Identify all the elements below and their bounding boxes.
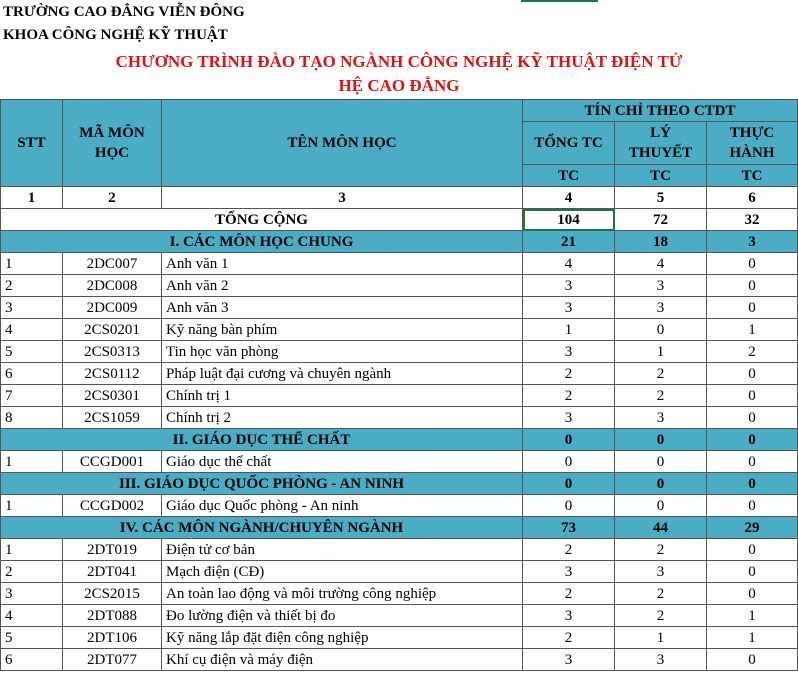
table-row [1, 605, 798, 627]
row-theory-credits[interactable]: 3 [615, 649, 707, 671]
row-course-name[interactable]: Anh văn 3 [162, 297, 523, 319]
row-course-name[interactable]: Anh văn 1 [162, 253, 523, 275]
header-stt[interactable]: STT [1, 100, 63, 187]
row-course-name[interactable]: An toàn lao động và môi trường công nghiệp [162, 583, 523, 605]
row-stt[interactable]: 5 [1, 341, 63, 363]
row-theory-credits[interactable]: 0 [615, 319, 707, 341]
row-course-code[interactable]: 2CS1059 [63, 407, 162, 429]
table-row [1, 275, 798, 297]
row-total-credits[interactable]: 1 [523, 319, 615, 341]
row-stt[interactable]: 4 [1, 319, 63, 341]
row-theory-credits[interactable]: 2 [615, 385, 707, 407]
section-theory-credits[interactable]: 18 [615, 231, 707, 253]
table-row [1, 649, 798, 671]
row-stt[interactable]: 2 [1, 561, 63, 583]
row-theory-credits[interactable]: 3 [615, 561, 707, 583]
section-practice-credits[interactable]: 3 [707, 231, 798, 253]
row-course-name[interactable]: Khí cụ điện và máy điện [162, 649, 523, 671]
section-theory-credits[interactable]: 44 [615, 517, 707, 539]
table-row [1, 495, 798, 517]
school-name: TRƯỜNG CAO ĐẲNG VIỄN ĐÔNG [3, 4, 245, 20]
row-practice-credits[interactable]: 0 [707, 407, 798, 429]
section-title[interactable]: IV. CÁC MÔN NGÀNH/CHUYÊN NGÀNH [1, 517, 523, 539]
row-stt[interactable]: 4 [1, 605, 63, 627]
row-course-name[interactable]: Giáo dục Quốc phòng - An ninh [162, 495, 523, 517]
row-practice-credits[interactable]: 0 [707, 583, 798, 605]
row-course-code[interactable]: 2CS0313 [63, 341, 162, 363]
row-stt[interactable]: 1 [1, 253, 63, 275]
row-course-name[interactable]: Pháp luật đại cương và chuyên ngành [162, 363, 523, 385]
unit-theory[interactable]: TC [615, 165, 707, 187]
row-course-code[interactable]: CCGD001 [63, 451, 162, 473]
colnum-cell[interactable]: 6 [707, 187, 798, 209]
row-total-credits[interactable]: 3 [523, 297, 615, 319]
row-stt[interactable]: 1 [1, 495, 63, 517]
row-theory-credits[interactable]: 1 [615, 627, 707, 649]
row-course-code[interactable]: 2CS0201 [63, 319, 162, 341]
row-theory-credits[interactable]: 3 [615, 297, 707, 319]
row-stt[interactable]: 1 [1, 539, 63, 561]
table-row [1, 253, 798, 275]
row-total-credits[interactable]: 2 [523, 385, 615, 407]
header-total-credits[interactable]: TỔNG TC [523, 122, 615, 165]
row-stt[interactable]: 6 [1, 649, 63, 671]
section-practice-credits[interactable]: 0 [707, 429, 798, 451]
row-total-credits[interactable]: 2 [523, 539, 615, 561]
active-cell-indicator [521, 0, 598, 2]
row-course-name[interactable]: Kỹ năng bàn phím [162, 319, 523, 341]
column-number-row [1, 187, 798, 209]
row-stt[interactable]: 8 [1, 407, 63, 429]
unit-total[interactable]: TC [523, 165, 615, 187]
section-header-row [1, 517, 798, 539]
table-row [1, 561, 798, 583]
table-row [1, 583, 798, 605]
row-practice-credits[interactable]: 0 [707, 649, 798, 671]
row-practice-credits[interactable]: 0 [707, 385, 798, 407]
section-theory-credits[interactable]: 0 [615, 473, 707, 495]
row-theory-credits[interactable]: 1 [615, 341, 707, 363]
row-practice-credits[interactable]: 0 [707, 561, 798, 583]
row-theory-credits[interactable]: 3 [615, 407, 707, 429]
table-row [1, 385, 798, 407]
table-row [1, 627, 798, 649]
row-total-credits[interactable]: 3 [523, 275, 615, 297]
grand-total-label[interactable]: TỔNG CỘNG [1, 209, 523, 231]
row-course-code[interactable]: 2DT019 [63, 539, 162, 561]
row-practice-credits[interactable]: 0 [707, 495, 798, 517]
section-header-row [1, 231, 798, 253]
section-theory-credits[interactable]: 0 [615, 429, 707, 451]
faculty-name: KHOA CÔNG NGHỆ KỸ THUẬT [3, 27, 228, 43]
row-practice-credits[interactable]: 0 [707, 363, 798, 385]
row-course-name[interactable]: Kỹ năng lắp đặt điện công nghiệp [162, 627, 523, 649]
row-theory-credits[interactable]: 0 [615, 495, 707, 517]
program-level: HỆ CAO ĐẲNG [338, 76, 460, 95]
row-stt[interactable]: 1 [1, 451, 63, 473]
row-course-code[interactable]: 2DC009 [63, 297, 162, 319]
grand-total-practice[interactable]: 32 [707, 209, 798, 231]
row-practice-credits[interactable]: 1 [707, 605, 798, 627]
section-header-row [1, 473, 798, 495]
section-title[interactable]: II. GIÁO DỤC THỂ CHẤT [1, 429, 523, 451]
table-row [1, 363, 798, 385]
grand-total-row [1, 209, 798, 231]
row-stt[interactable]: 3 [1, 583, 63, 605]
row-course-code[interactable]: 2CS2015 [63, 583, 162, 605]
section-practice-credits[interactable]: 0 [707, 473, 798, 495]
row-course-name[interactable]: Đo lường điện và thiết bị đo [162, 605, 523, 627]
header-course-name[interactable]: TÊN MÔN HỌC [162, 100, 523, 187]
section-practice-credits[interactable]: 29 [707, 517, 798, 539]
row-total-credits[interactable]: 2 [523, 583, 615, 605]
section-header-row [1, 429, 798, 451]
colnum-cell[interactable]: 1 [1, 187, 63, 209]
row-stt[interactable]: 5 [1, 627, 63, 649]
row-course-code[interactable]: CCGD002 [63, 495, 162, 517]
row-theory-credits[interactable]: 3 [615, 275, 707, 297]
row-theory-credits[interactable]: 2 [615, 539, 707, 561]
table-row [1, 319, 798, 341]
row-practice-credits[interactable]: 1 [707, 627, 798, 649]
section-title[interactable]: III. GIÁO DỤC QUỐC PHÒNG - AN NINH [1, 473, 523, 495]
program-title: CHƯƠNG TRÌNH ĐÀO TẠO NGÀNH CÔNG NGHỆ KỸ THUẬT ĐIỆN TỬ [115, 52, 683, 71]
grand-total-theory[interactable]: 72 [615, 209, 707, 231]
colnum-cell[interactable]: 5 [615, 187, 707, 209]
row-theory-credits[interactable]: 2 [615, 363, 707, 385]
row-total-credits[interactable]: 3 [523, 605, 615, 627]
row-course-code[interactable]: 2DC007 [63, 253, 162, 275]
unit-practice[interactable]: TC [707, 165, 798, 187]
row-course-name[interactable]: Mạch điện (CĐ) [162, 561, 523, 583]
table-row [1, 341, 798, 363]
row-stt[interactable]: 6 [1, 363, 63, 385]
header-credits-group[interactable]: TÍN CHỈ THEO CTDT [523, 100, 798, 122]
row-practice-credits[interactable]: 0 [707, 253, 798, 275]
row-course-code[interactable]: 2DT088 [63, 605, 162, 627]
row-course-code[interactable]: 2DT106 [63, 627, 162, 649]
table-row [1, 451, 798, 473]
section-title[interactable]: I. CÁC MÔN HỌC CHUNG [1, 231, 523, 253]
row-stt[interactable]: 7 [1, 385, 63, 407]
table-row [1, 539, 798, 561]
row-practice-credits[interactable]: 0 [707, 539, 798, 561]
row-course-code[interactable]: 2DT077 [63, 649, 162, 671]
row-theory-credits[interactable]: 0 [615, 451, 707, 473]
row-stt[interactable]: 2 [1, 275, 63, 297]
row-total-credits[interactable]: 3 [523, 341, 615, 363]
header-course-code[interactable]: MÃ MÔN HỌC [63, 100, 162, 187]
header-practice[interactable]: THỰC HÀNH [707, 122, 798, 165]
header-theory[interactable]: LÝ THUYẾT [615, 122, 707, 165]
row-total-credits[interactable]: 2 [523, 627, 615, 649]
row-total-credits[interactable]: 4 [523, 253, 615, 275]
row-course-code[interactable]: 2DT041 [63, 561, 162, 583]
colnum-cell[interactable]: 4 [523, 187, 615, 209]
row-practice-credits[interactable]: 2 [707, 341, 798, 363]
row-course-name[interactable]: Giáo dục thể chất [162, 451, 523, 473]
section-total-credits[interactable]: 0 [523, 429, 615, 451]
grand-total-credits[interactable]: 104 [523, 209, 615, 231]
row-total-credits[interactable]: 0 [523, 451, 615, 473]
row-course-name[interactable]: Điện tử cơ bản [162, 539, 523, 561]
row-course-code[interactable]: 2CS0112 [63, 363, 162, 385]
table-row [1, 407, 798, 429]
row-course-code[interactable]: 2DC008 [63, 275, 162, 297]
row-practice-credits[interactable]: 0 [707, 275, 798, 297]
row-total-credits[interactable]: 0 [523, 495, 615, 517]
row-theory-credits[interactable]: 2 [615, 605, 707, 627]
row-practice-credits[interactable]: 0 [707, 297, 798, 319]
row-theory-credits[interactable]: 4 [615, 253, 707, 275]
colnum-cell[interactable]: 3 [162, 187, 523, 209]
row-course-name[interactable]: Tin học văn phòng [162, 341, 523, 363]
curriculum-table [0, 99, 798, 671]
table-row [1, 297, 798, 319]
row-theory-credits[interactable]: 2 [615, 583, 707, 605]
row-total-credits[interactable]: 3 [523, 649, 615, 671]
section-total-credits[interactable]: 73 [523, 517, 615, 539]
row-course-code[interactable]: 2CS0301 [63, 385, 162, 407]
row-course-name[interactable]: Chính trị 1 [162, 385, 523, 407]
row-total-credits[interactable]: 3 [523, 561, 615, 583]
colnum-cell[interactable]: 2 [63, 187, 162, 209]
row-total-credits[interactable]: 2 [523, 363, 615, 385]
row-practice-credits[interactable]: 0 [707, 451, 798, 473]
row-stt[interactable]: 3 [1, 297, 63, 319]
section-total-credits[interactable]: 0 [523, 473, 615, 495]
section-total-credits[interactable]: 21 [523, 231, 615, 253]
row-practice-credits[interactable]: 1 [707, 319, 798, 341]
row-course-name[interactable]: Anh văn 2 [162, 275, 523, 297]
row-course-name[interactable]: Chính trị 2 [162, 407, 523, 429]
row-total-credits[interactable]: 3 [523, 407, 615, 429]
